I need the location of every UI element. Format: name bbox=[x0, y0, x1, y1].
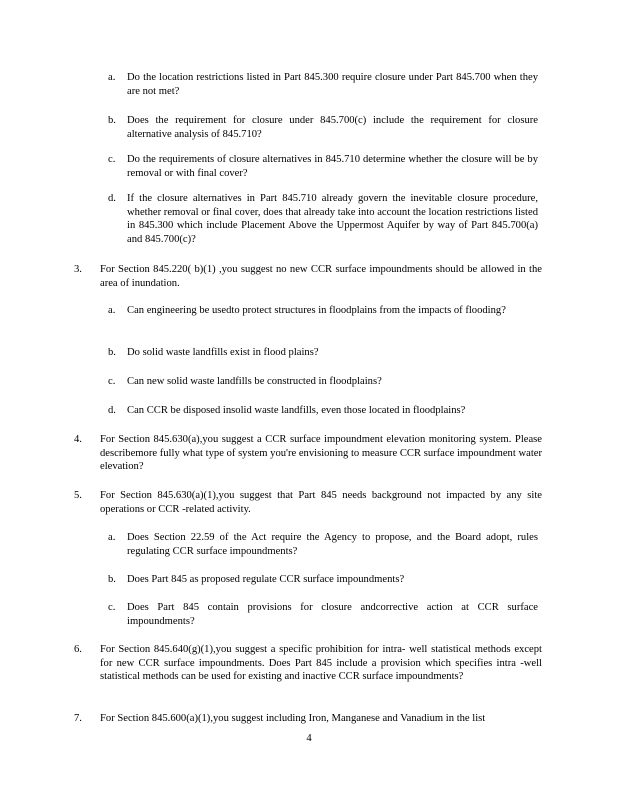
list-item bbox=[108, 71, 538, 98]
item-text: Can engineering be usedto protect structures in floodplains from the impacts of flooding? bbox=[127, 305, 506, 316]
list-item bbox=[108, 531, 538, 558]
list-item bbox=[108, 573, 538, 587]
item-text: If the closure alternatives in Part 845.710 already govern the inevitable closure procedure, whether removal or final cover, does that already take into account the location restrictions listed in 845.300 which include Placement Above the Uppermost Aquifer by way of Part 845.700(a) and 845.700(c)? bbox=[127, 193, 538, 245]
list-item bbox=[108, 346, 538, 360]
item-label: c. bbox=[108, 602, 116, 613]
item-text: For Section 845.630(a)(1),you suggest that Part 845 needs background not impacted by any site operations or CCR -related activity. bbox=[100, 490, 542, 515]
item-number: 7. bbox=[74, 713, 82, 724]
item-text: Do the requirements of closure alternatives in 845.710 determine whether the closure will be by removal or with final cover? bbox=[127, 154, 538, 179]
item-text: Do solid waste landfills exist in flood plains? bbox=[127, 347, 319, 358]
item-text: Can CCR be disposed insolid waste landfills, even those located in floodplains? bbox=[127, 405, 466, 416]
list-item bbox=[108, 375, 538, 389]
item-label: d. bbox=[108, 405, 116, 416]
numbered-item bbox=[74, 489, 542, 516]
item-number: 3. bbox=[74, 264, 82, 275]
item-label: c. bbox=[108, 154, 116, 165]
item-number: 4. bbox=[74, 434, 82, 445]
item-label: d. bbox=[108, 193, 116, 204]
item-text: Does Part 845 contain provisions for closure andcorrective action at CCR surface impoundments? bbox=[127, 602, 538, 627]
item-number: 5. bbox=[74, 490, 82, 501]
item-text: For Section 845.630(a),you suggest a CCR surface impoundment elevation monitoring system. Please describemore fully what type of system you're envisioning to measure CCR surface impoundment water elevation? bbox=[100, 434, 542, 473]
item-text: Does the requirement for closure under 845.700(c) include the requirement for closure alternative analysis of 845.710? bbox=[127, 115, 538, 140]
item-text: Does Section 22.59 of the Act require the Agency to propose, and the Board adopt, rules regulating CCR surface impoundments? bbox=[127, 532, 538, 557]
page-number: 4 bbox=[306, 733, 312, 744]
item-text: For Section 845.600(a)(1),you suggest including Iron, Manganese and Vanadium in the list bbox=[100, 713, 486, 724]
item-label: b. bbox=[108, 574, 116, 585]
list-item bbox=[108, 114, 538, 141]
item-label: b. bbox=[108, 347, 116, 358]
item-label: c. bbox=[108, 376, 116, 387]
list-item bbox=[108, 404, 538, 418]
list-item bbox=[108, 192, 538, 246]
item-number: 6. bbox=[74, 644, 82, 655]
item-text: For Section 845.640(g)(1),you suggest a specific prohibition for intra- well statistical methods except for new CCR surface impoundments. Does Part 845 include a provision which specifies intra -well statistical methods can be used for existing and inactive CCR surface impoundments? bbox=[100, 644, 542, 683]
item-label: a. bbox=[108, 305, 116, 316]
item-text: Can new solid waste landfills be constructed in floodplains? bbox=[127, 376, 382, 387]
list-item bbox=[108, 601, 538, 628]
item-label: b. bbox=[108, 115, 116, 126]
list-item bbox=[108, 304, 538, 318]
item-text: For Section 845.220( b)(1) ,you suggest no new CCR surface impoundments should be allowed in the area of inundation. bbox=[100, 264, 542, 289]
numbered-item bbox=[74, 643, 542, 684]
item-text: Does Part 845 as proposed regulate CCR surface impoundments? bbox=[127, 574, 405, 585]
numbered-item bbox=[74, 433, 542, 474]
item-label: a. bbox=[108, 72, 116, 83]
list-item bbox=[108, 153, 538, 180]
numbered-item bbox=[74, 263, 542, 290]
item-text: Do the location restrictions listed in Part 845.300 require closure under Part 845.700 when they are not met? bbox=[127, 72, 538, 97]
numbered-item bbox=[74, 712, 542, 726]
item-label: a. bbox=[108, 532, 116, 543]
